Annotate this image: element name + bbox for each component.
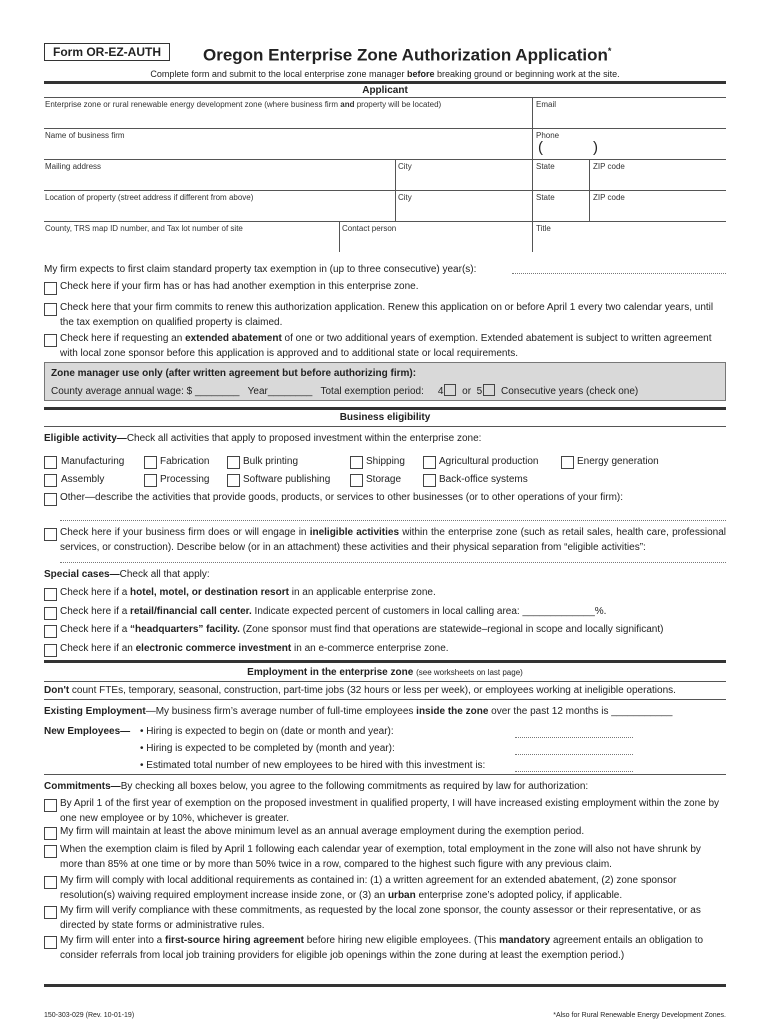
opt5-label: 5 bbox=[476, 386, 483, 397]
eligible-bold: Eligible activity— bbox=[44, 433, 127, 444]
eligible-text: Check all activities that apply to proposed investment within the enterprise zone: bbox=[126, 433, 482, 444]
special-case-label bbox=[60, 642, 726, 657]
inel-pre: Check here if your business firm does or will engage in bbox=[60, 527, 310, 538]
special-case-checkbox[interactable] bbox=[44, 625, 57, 638]
consecutive-label: Consecutive years (check one) bbox=[500, 386, 639, 397]
ineligible-label bbox=[60, 526, 726, 555]
zone-label: Enterprise zone or rural renewable energy development zone (where business firm bbox=[45, 100, 341, 109]
activity-checkbox-software[interactable] bbox=[227, 474, 240, 487]
other-exemption-checkbox[interactable] bbox=[44, 282, 57, 295]
commit-text: By checking all boxes below, you agree to the following commitments as required by law for authorization: bbox=[120, 781, 589, 792]
zone-manager-row bbox=[51, 384, 638, 398]
text-pre: By April 1 of the first year of exemption on the proposed investment in qualified property, I will have increased existing employment within the zone by one new employee or by 10%, whichever is greater. bbox=[60, 798, 720, 824]
period-label: Total exemption period: bbox=[320, 386, 424, 397]
employment-heading bbox=[44, 667, 726, 678]
or-label: or bbox=[462, 386, 472, 397]
activity-label: Storage bbox=[366, 474, 402, 485]
divider bbox=[532, 97, 533, 252]
divider bbox=[44, 159, 726, 160]
commitment-label bbox=[60, 904, 726, 933]
ineligible-input[interactable] bbox=[60, 562, 726, 563]
phone-paren-close: ) bbox=[593, 139, 598, 156]
text-pre: Check here if a bbox=[60, 587, 131, 598]
page-title bbox=[203, 40, 611, 67]
divider bbox=[589, 159, 590, 221]
special-case-checkbox[interactable] bbox=[44, 644, 57, 657]
text-post: enterprise zone’s adopted policy, if applicable. bbox=[415, 889, 623, 901]
other-activity-label: Other—describe the activities that provide goods, products, or services to other businesses (or to other operations of your firm): bbox=[60, 492, 624, 503]
commit-bold: Commitments— bbox=[44, 781, 121, 792]
divider bbox=[44, 128, 726, 129]
activity-label: Shipping bbox=[366, 456, 405, 467]
existing-bold2: inside the zone bbox=[416, 706, 489, 717]
instructions bbox=[44, 69, 726, 79]
divider bbox=[44, 984, 726, 987]
text-pre: My firm will comply with local additional requirements as contained in: (1) a written agreement for an extended abatement, (2) zone sponsor resolution(s) waiving required employment increase inside zone, or (3) an bbox=[60, 875, 677, 901]
text-pre: My firm will maintain at least the above minimum level as an annual average employment during the exemption period. bbox=[60, 826, 585, 837]
divider bbox=[44, 407, 726, 410]
hiring-complete-label: • Hiring is expected to be completed by (month and year): bbox=[140, 743, 395, 754]
activity-label: Assembly bbox=[61, 474, 105, 485]
activity-checkbox-fabrication[interactable] bbox=[144, 456, 157, 469]
title-mark: * bbox=[607, 46, 612, 56]
divider bbox=[44, 699, 726, 700]
dont-count-note bbox=[44, 684, 676, 697]
zone-label-bold: and bbox=[340, 100, 355, 109]
eligible-activity-label bbox=[44, 432, 481, 445]
divider bbox=[44, 97, 726, 98]
ext-pre: Check here if requesting an bbox=[60, 333, 186, 344]
text-bold2: mandatory bbox=[499, 935, 551, 946]
text-bold: urban bbox=[387, 889, 416, 901]
ext-post: of one or two additional years of exemption. Extended abatement is subject to written agreement with local zone sponsor before this application is approved and to additional state or local requirements. bbox=[60, 333, 712, 359]
new-employee-count-label: • Estimated total number of new employees to be hired with this investment is: bbox=[140, 760, 486, 771]
form-id: Form OR-EZ-AUTH bbox=[44, 43, 170, 61]
mailing-state-field[interactable]: State bbox=[536, 162, 555, 171]
commitment-label bbox=[60, 843, 726, 872]
special-text: Check all that apply: bbox=[119, 569, 210, 580]
phone-field[interactable]: Phone bbox=[536, 131, 560, 140]
activity-label: Manufacturing bbox=[61, 456, 125, 467]
commitment-checkbox[interactable] bbox=[44, 845, 57, 858]
instr-post: breaking ground or beginning work at the site. bbox=[434, 69, 620, 79]
commitment-checkbox[interactable] bbox=[44, 876, 57, 889]
existing-pre: —My business firm’s average number of full-time employees bbox=[145, 706, 417, 717]
activity-label: Bulk printing bbox=[243, 456, 299, 467]
instr-pre: Complete form and submit to the local enterprise zone manager bbox=[150, 69, 407, 79]
zone-label-post: property will be located) bbox=[354, 100, 442, 109]
new-employees-label: New Employees— bbox=[44, 726, 131, 737]
property-city-field[interactable]: City bbox=[398, 193, 412, 202]
text-pre: Check here if an bbox=[60, 643, 136, 654]
divider bbox=[44, 426, 726, 427]
text-post2: agreement entails an obligation to consider referrals from local job training providers for eligible job openings within the zone during at least the exemption period.) bbox=[60, 935, 704, 961]
inel-bold: ineligible activities bbox=[309, 527, 400, 538]
first-claim-input[interactable] bbox=[512, 273, 726, 274]
commitment-checkbox[interactable] bbox=[44, 827, 57, 840]
hiring-begin-label: • Hiring is expected to begin on (date or month and year): bbox=[140, 726, 394, 737]
title-field[interactable]: Title bbox=[536, 224, 551, 233]
extended-abatement-checkbox[interactable] bbox=[44, 334, 57, 347]
text-post: before hiring new eligible employees. (This bbox=[303, 935, 500, 946]
commitment-label bbox=[60, 825, 726, 840]
existing-employment-field[interactable] bbox=[44, 705, 672, 718]
form-number: 150-303-029 (Rev. 10-01-19) bbox=[44, 1012, 135, 1019]
zone-manager-heading: Zone manager use only (after written agreement but before authorizing firm): bbox=[51, 368, 417, 379]
wage-field[interactable]: County average annual wage: $ ________ bbox=[51, 386, 240, 397]
commitment-label bbox=[60, 797, 726, 826]
dont-text: count FTEs, temporary, seasonal, construction, part-time jobs (32 hours or less per week), or employees working at ineligible operations. bbox=[69, 685, 676, 696]
renew-checkbox[interactable] bbox=[44, 303, 57, 316]
activity-label: Fabrication bbox=[160, 456, 210, 467]
property-location-field[interactable]: Location of property (street address if different from above) bbox=[45, 193, 254, 202]
commitment-label bbox=[60, 874, 726, 903]
divider bbox=[44, 190, 726, 191]
divider bbox=[395, 159, 396, 221]
existing-post: over the past 12 months is ___________ bbox=[488, 706, 673, 717]
commitment-checkbox[interactable] bbox=[44, 799, 57, 812]
opt4-label: 4 bbox=[437, 386, 444, 397]
footnote: *Also for Rural Renewable Energy Development Zones. bbox=[553, 1012, 726, 1019]
other-activity-checkbox[interactable] bbox=[44, 493, 57, 506]
special-cases-label bbox=[44, 568, 210, 581]
employment-heading-text: Employment in the enterprise zone bbox=[247, 667, 414, 678]
activity-label: Back-office systems bbox=[439, 474, 528, 485]
ineligible-checkbox[interactable] bbox=[44, 528, 57, 541]
contact-person-field[interactable]: Contact person bbox=[342, 224, 397, 233]
activity-label: Software publishing bbox=[243, 474, 331, 485]
hiring-begin-input[interactable] bbox=[515, 737, 633, 738]
divider bbox=[44, 221, 726, 222]
text-post: in an e-commerce enterprise zone. bbox=[291, 643, 449, 654]
divider bbox=[339, 221, 340, 252]
property-state-field[interactable]: State bbox=[536, 193, 555, 202]
special-bold: Special cases— bbox=[44, 569, 120, 580]
text-bold: hotel, motel, or destination resort bbox=[130, 587, 289, 598]
activity-label: Processing bbox=[160, 474, 210, 485]
activity-checkbox-assembly[interactable] bbox=[44, 474, 57, 487]
text-bold: electronic commerce investment bbox=[135, 643, 292, 654]
text-pre: Check here if a bbox=[60, 624, 131, 635]
commitment-checkbox[interactable] bbox=[44, 906, 57, 919]
special-case-checkbox[interactable] bbox=[44, 607, 57, 620]
year-field[interactable]: Year________ bbox=[247, 386, 313, 397]
commitment-label bbox=[60, 934, 726, 963]
text-bold: first-source hiring agreement bbox=[165, 935, 304, 946]
mailing-zip-field[interactable]: ZIP code bbox=[593, 162, 625, 171]
text-bold: retail/financial call center. bbox=[130, 606, 252, 617]
special-case-label bbox=[60, 605, 726, 620]
activity-checkbox-bulk-printing[interactable] bbox=[227, 456, 240, 469]
activity-checkbox-storage[interactable] bbox=[350, 474, 363, 487]
special-case-checkbox[interactable] bbox=[44, 588, 57, 601]
divider bbox=[44, 681, 726, 682]
commitment-checkbox[interactable] bbox=[44, 936, 57, 949]
eligibility-heading: Business eligibility bbox=[339, 412, 431, 423]
zone-field[interactable] bbox=[45, 100, 441, 109]
ext-bold: extended abatement bbox=[185, 333, 282, 344]
renew-label: Check here that your firm commits to renew this authorization application. Renew this application on or before April 1 every two calendar years, until the tax exemption on qualified property is claimed. bbox=[60, 302, 714, 328]
text-post: in an applicable enterprise zone. bbox=[288, 587, 436, 598]
text-post: Indicate expected percent of customers in local calling area: _____________%. bbox=[251, 606, 607, 617]
firm-name-field[interactable]: Name of business firm bbox=[45, 131, 125, 140]
other-exemption-label: Check here if your firm has or has had another exemption in this enterprise zone. bbox=[60, 281, 419, 292]
text-pre: My firm will verify compliance with these commitments, as requested by the local zone sponsor, the county assessor or their representative, or as directed by state forms or administrative rules. bbox=[60, 905, 701, 931]
text-pre: When the exemption claim is filed by April 1 following each calendar year of exemption, total employment in the zone will also not have shrunk by more than 85% at one time or by more than 50% twice in a row, compared to the highest such figure with any previous claim. bbox=[60, 844, 701, 870]
activity-checkbox-processing[interactable] bbox=[144, 474, 157, 487]
title-text: Oregon Enterprise Zone Authorization Application bbox=[203, 45, 608, 65]
text-post: (Zone sponsor must find that operations are statewide–regional in scope and locally significant) bbox=[239, 624, 664, 635]
first-claim-label: My firm expects to first claim standard property tax exemption in (up to three consecutive) year(s): bbox=[44, 264, 477, 275]
text-pre: My firm will enter into a bbox=[60, 935, 166, 946]
instr-bold: before bbox=[407, 69, 435, 79]
period-5-checkbox[interactable] bbox=[483, 384, 495, 396]
extended-abatement-label bbox=[60, 332, 726, 361]
activity-checkbox-manufacturing[interactable] bbox=[44, 456, 57, 469]
text-pre: Check here if a bbox=[60, 606, 131, 617]
period-4-checkbox[interactable] bbox=[444, 384, 456, 396]
special-case-label bbox=[60, 586, 726, 601]
activity-checkbox-back-office[interactable] bbox=[423, 474, 436, 487]
divider bbox=[44, 81, 726, 84]
mailing-address-field[interactable]: Mailing address bbox=[45, 162, 102, 171]
phone-paren-open: ( bbox=[538, 139, 543, 156]
email-field[interactable]: Email bbox=[536, 100, 557, 109]
existing-bold: Existing Employment bbox=[44, 706, 146, 717]
employment-heading-note: (see worksheets on last page) bbox=[416, 668, 523, 677]
property-zip-field[interactable]: ZIP code bbox=[593, 193, 625, 202]
activity-checkbox-shipping[interactable] bbox=[350, 456, 363, 469]
hiring-complete-input[interactable] bbox=[515, 754, 633, 755]
county-field[interactable]: County, TRS map ID number, and Tax lot number of site bbox=[45, 224, 243, 233]
other-activity-input[interactable] bbox=[60, 520, 726, 521]
activity-label: Agricultural production bbox=[439, 456, 539, 467]
activity-checkbox-agricultural[interactable] bbox=[423, 456, 436, 469]
text-bold: “headquarters” facility. bbox=[130, 624, 240, 635]
mailing-city-field[interactable]: City bbox=[398, 162, 412, 171]
activity-label: Energy generation bbox=[577, 456, 659, 467]
activity-checkbox-energy[interactable] bbox=[561, 456, 574, 469]
dont-bold: Don't bbox=[44, 685, 70, 696]
zone-manager-box bbox=[44, 362, 726, 401]
divider bbox=[44, 660, 726, 663]
commitments-heading bbox=[44, 780, 588, 793]
divider bbox=[44, 774, 726, 775]
applicant-heading: Applicant bbox=[362, 85, 408, 96]
inel-post: within the enterprise zone (such as retail sales, health care, professional services, or construction). Describe below (or in an attachment) these activities and their physical separation from “eligible activities”: bbox=[60, 527, 726, 553]
special-case-label bbox=[60, 623, 726, 638]
new-employee-count-input[interactable] bbox=[515, 771, 633, 772]
